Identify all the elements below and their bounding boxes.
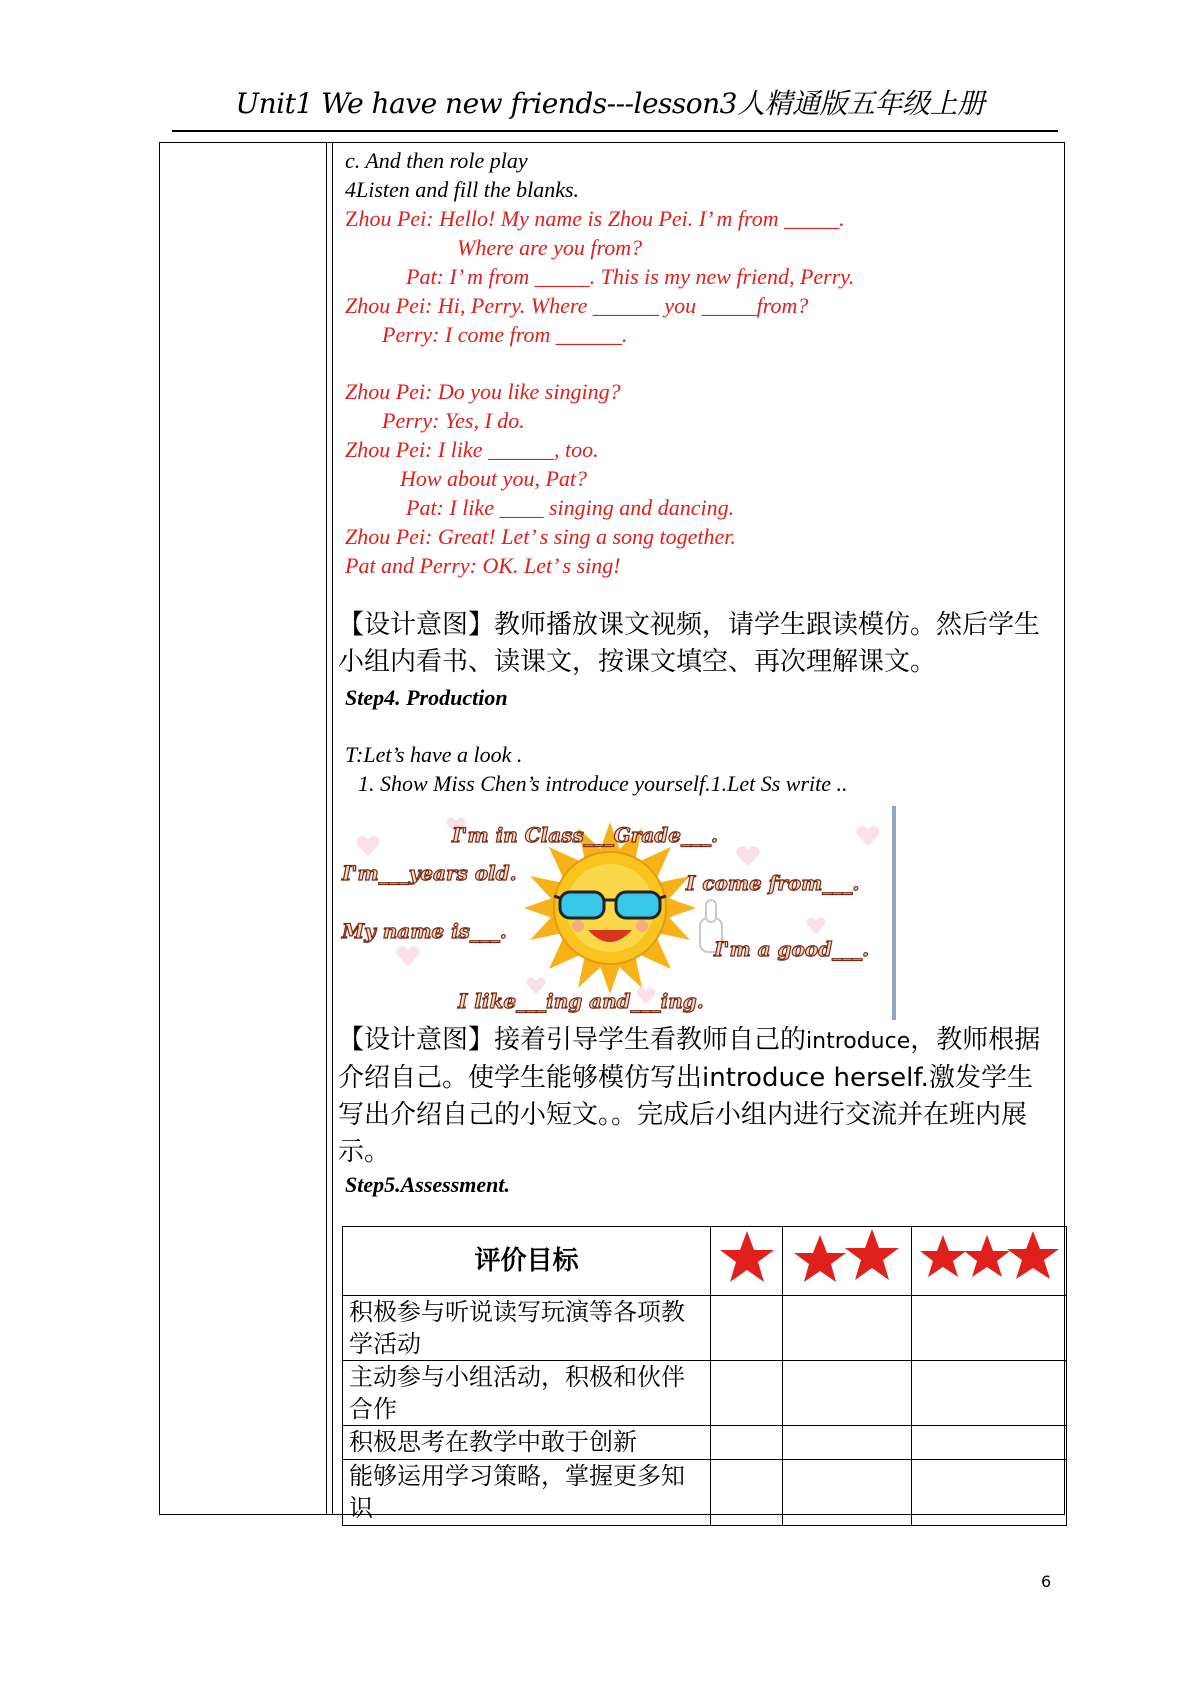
column-divider <box>326 142 327 1515</box>
design-intent-2 <box>338 1022 1058 1171</box>
three-star-column <box>912 1227 1067 1296</box>
three-star-icon <box>919 1229 1059 1285</box>
picture-text-name: My name is___. <box>342 919 507 943</box>
dialogue-line: Zhou Pei: Great! Let’ s sing a song together. <box>345 524 736 549</box>
dialogue-line: Perry: Yes, I do. <box>382 408 525 433</box>
eval-cell <box>912 1426 1067 1460</box>
dialogue-line: Perry: I come from ______. <box>382 322 628 347</box>
step-line: 4Listen and fill the blanks. <box>345 177 580 202</box>
one-star-column <box>711 1227 783 1296</box>
eval-cell <box>783 1426 912 1460</box>
teacher-line: T:Let’s have a look . <box>345 742 523 767</box>
two-star-icon <box>792 1227 902 1287</box>
page-number: 6 <box>1041 1572 1052 1591</box>
assessment-table <box>342 1226 1067 1526</box>
design-intent-2-part3: 激发学生写出介绍自己的小短文。。完成后小组内进行交流并在班内展示。 <box>338 1063 1033 1167</box>
star-icon <box>719 1229 775 1285</box>
eval-cell <box>711 1460 783 1526</box>
eval-cell <box>711 1426 783 1460</box>
eval-cell <box>711 1296 783 1361</box>
eval-cell <box>783 1460 912 1526</box>
eval-cell <box>912 1361 1067 1426</box>
sun-introduce-picture <box>338 806 902 1020</box>
dialogue-text: hou Pei: Hello! My name is Zhou Pei. I’ m from _____. <box>358 206 845 231</box>
sunglasses-lens <box>616 892 660 918</box>
document-title: Unit1 We have new friends---lesson3人精通版五年级上册 <box>235 87 985 120</box>
eval-row-label: 主动参与小组活动，积极和伙伴合作 <box>343 1361 711 1426</box>
eval-cell <box>711 1361 783 1426</box>
design-intent-2-herself: introduce herself. <box>702 1063 929 1093</box>
eval-row-label: 积极参与听说读写玩演等各项教学活动 <box>343 1296 711 1361</box>
dialogue-line: Pat: I’ m from _____. This is my new friend, Perry. <box>406 264 855 289</box>
header-rule <box>172 130 1058 132</box>
picture-text-like: I like___ing and___ing. <box>458 989 704 1013</box>
dialogue-line: Zhou Pei: Hi, Perry. Where ______ you _____from? <box>345 293 809 318</box>
sunglasses-lens <box>560 892 604 918</box>
show-item: 1. Show Miss Chen’s introduce yourself.1.Let Ss write .. <box>358 771 848 796</box>
design-intent-2-introduce: introduce <box>806 1029 911 1054</box>
design-intent-2-part1: 【设计意图】接着引导学生看教师自己的 <box>338 1025 807 1055</box>
step5-heading: Step5.Assessment. <box>345 1172 511 1197</box>
eval-header: 评价目标 <box>343 1227 711 1296</box>
eval-cell <box>912 1460 1067 1526</box>
dialogue-line: Zhou Pei: Do you like singing? <box>345 379 621 404</box>
eval-row-label: 能够运用学习策略，掌握更多知识 <box>343 1460 711 1526</box>
column-divider-inner <box>332 142 333 1515</box>
picture-text-age: I'm___years old. <box>342 861 517 885</box>
eval-cell <box>912 1296 1067 1361</box>
dialogue-line: How about you, Pat? <box>400 466 587 491</box>
dialogue-line: Zhou Pei: I like ______, too. <box>345 437 599 462</box>
dialogue-initial: Z <box>345 206 359 231</box>
two-star-column <box>783 1227 912 1296</box>
dialogue-line: Pat and Perry: OK. Let’ s sing! <box>345 553 621 578</box>
eval-cell <box>783 1296 912 1361</box>
design-intent-1: 【设计意图】教师播放课文视频，请学生跟读模仿。然后学生小组内看书、读课文，按课文填空、再次理解课文。 <box>338 610 1041 677</box>
step-line: c. And then role play <box>345 148 528 173</box>
sun-icon <box>524 822 696 994</box>
dialogue-line: Where are you from? <box>457 235 643 260</box>
picture-text-class: I'm in Class___Grade___. <box>452 823 718 847</box>
step4-heading: Step4. Production <box>345 685 508 710</box>
eval-cell <box>783 1361 912 1426</box>
sun-picture-svg <box>338 806 902 1020</box>
eval-row-label: 积极思考在教学中敢于创新 <box>343 1426 711 1460</box>
picture-text-good: I'm a good___. <box>714 937 870 961</box>
design-intent-2-part2: ，教师根据介绍自己。使学生能够模仿写出 <box>338 1025 1041 1093</box>
picture-text-from: I come from___. <box>686 871 860 895</box>
dialogue-line <box>345 205 845 233</box>
dialogue-line: Pat: I like ____ singing and dancing. <box>406 495 735 520</box>
